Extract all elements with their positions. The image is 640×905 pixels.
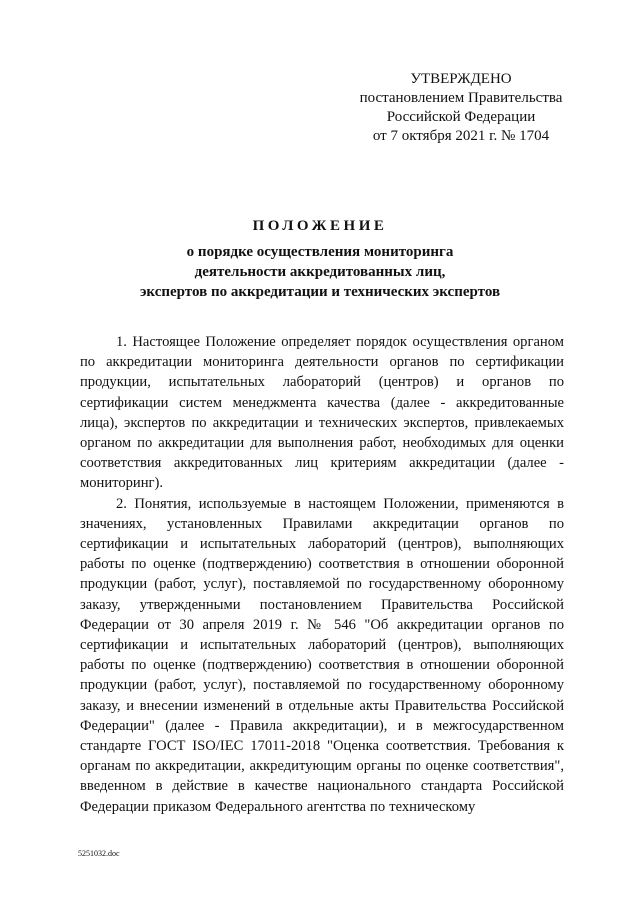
- footer-filename: 5251032.doc: [78, 849, 120, 858]
- subtitle-line-1: о порядке осуществления мониторинга: [186, 244, 454, 260]
- approval-line-resolution: постановлением Правительства: [359, 90, 563, 106]
- subtitle-line-3: экспертов по аккредитации и технических экспертов: [139, 284, 501, 300]
- paragraph-2: 2. Понятия, используемые в настоящем Положении, применяются в значениях, установленных Правилами аккредитации органов по сертификации и испытательных лабораторий (центров), выполняющих работы по оценке (подтверждению) соответствия в отношении оборонной продукции (работ, услуг), поставляемой по государственному оборонному заказу, утвержденными постановлением Правительства Российской Федерации от 30 апреля 2019 г. № 546 "Об аккредитации органов по сертификации и испытательных лабораторий (центров), выполняющих работы по оценке (подтверждению) соответствия в отношении оборонной продукции (работ, услуг), поставляемой по государственному оборонному заказу, и внесении изменений в отдельные акты Правительства Российской Федерации" (далее - Правила аккредитации), и в межгосударственном стандарте ГОСТ ISO/IEC 17011-2018 "Оценка соответствия. Требования к органам по аккредитации, аккредитующим органы по оценке соответствия", введенном в действие в качестве национального стандарта Российской Федерации приказом Федерального агентства по техническому: [80, 495, 564, 815]
- approval-block: [350, 70, 572, 146]
- subtitle-line-2: деятельности аккредитованных лиц,: [194, 264, 446, 280]
- document-body: [80, 332, 564, 817]
- approval-line-date-number: от 7 октября 2021 г. № 1704: [372, 128, 550, 144]
- document-title: ПОЛОЖЕНИЕ: [252, 218, 388, 234]
- approval-line-federation: Российской Федерации: [386, 109, 536, 125]
- document-subtitle: [80, 242, 560, 302]
- approval-heading: УТВЕРЖДЕНО: [410, 71, 512, 87]
- paragraph-1: 1. Настоящее Положение определяет порядок осуществления органом по аккредитации мониторинга деятельности органов по сертификации продукции, испытательных лабораторий (центров) и органов по сертификации систем менеджмента качества (далее - аккредитованные лица), экспертов по аккредитации и технических экспертов, привлекаемых органом по аккредитации для выполнения работ, необходимых для оценки соответствия аккредитованных лиц критериям аккредитации (далее - мониторинг).: [80, 334, 564, 492]
